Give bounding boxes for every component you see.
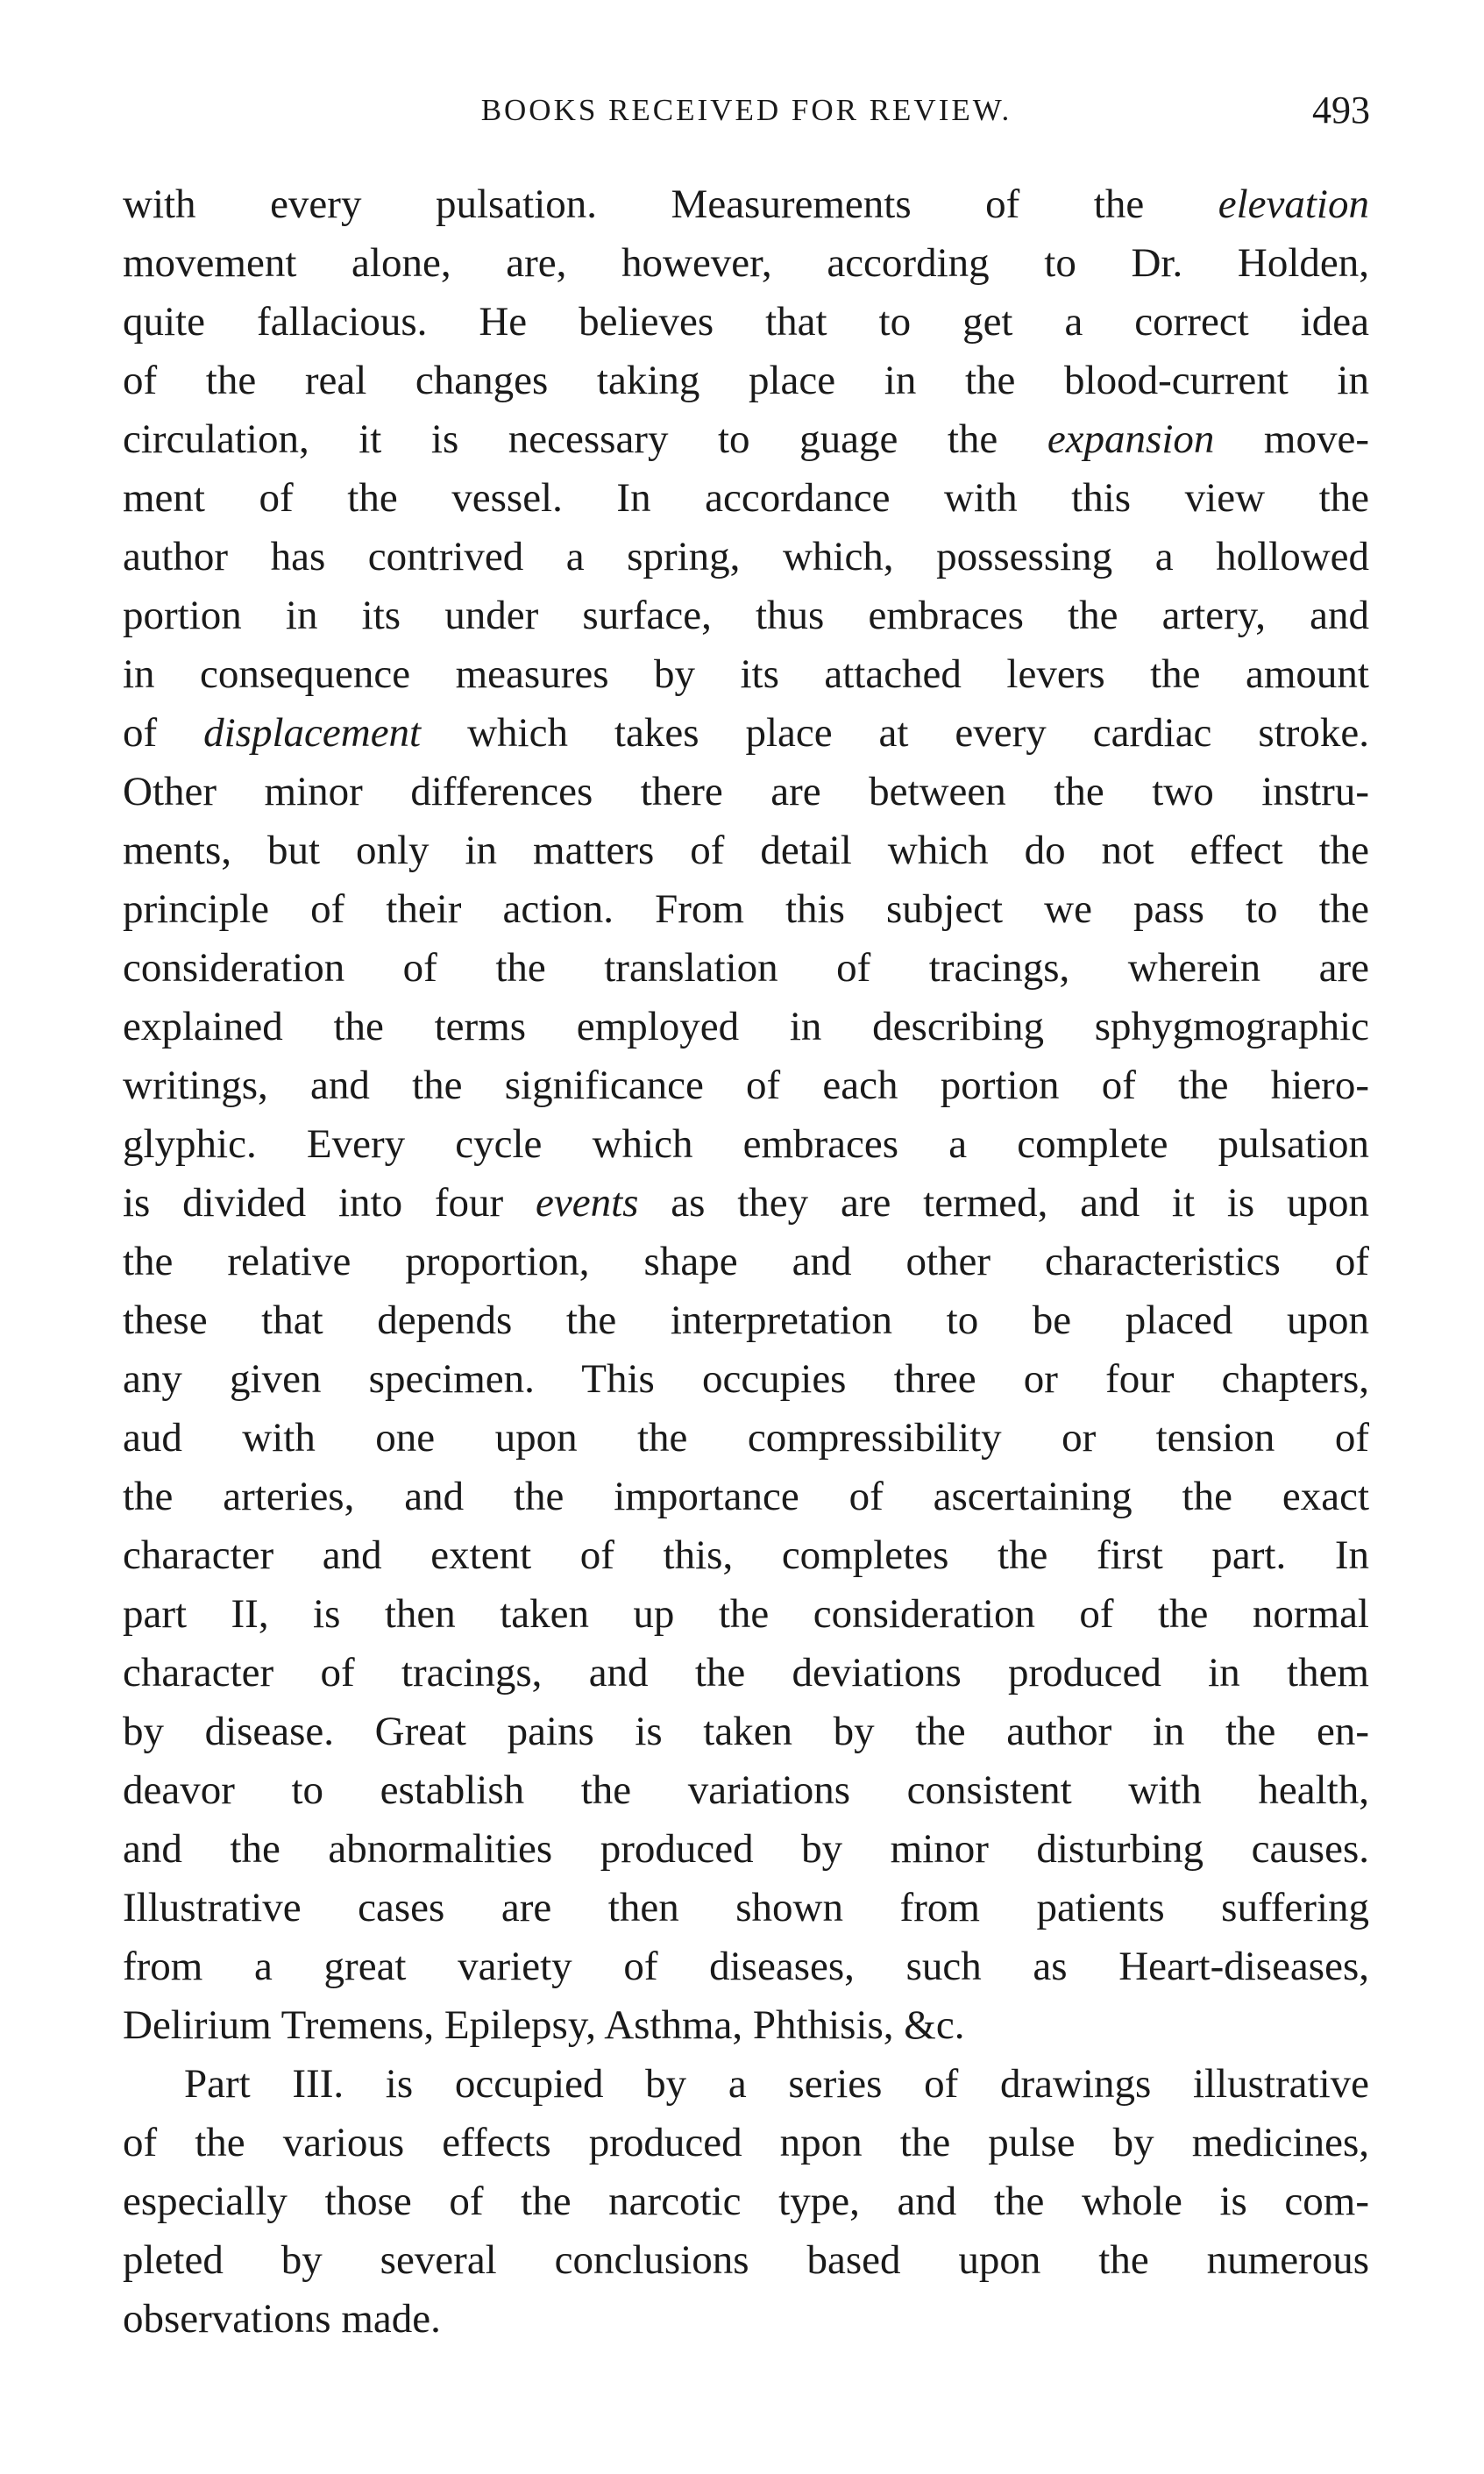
text-run: explained the terms employed in describing sphygmographic [123,1004,1369,1049]
running-head [123,84,1370,137]
text-run: which takes place at every cardiac stroke. [421,710,1369,756]
text-run: glyphic. Every cycle which embraces a complete pulsation [123,1121,1369,1167]
italic-phrase: displacement [203,710,422,756]
text-line [123,528,1369,587]
text-line [123,234,1369,293]
text-line [123,2114,1369,2172]
text-run: Part III. is occupied by a series of drawings illustrative [184,2061,1369,2107]
text-line [123,410,1369,469]
text-run: the relative proportion, shape and other characteristics of [123,1239,1369,1284]
text-line [123,352,1369,410]
text-line [123,1115,1369,1174]
text-run: with every pulsation. Measurements of the [123,181,1218,227]
text-run: of the real changes taking place in the blood-current in [123,358,1369,403]
text-run: character of tracings, and the deviations produced in them [123,1650,1369,1696]
text-run: circulation, it is necessary to guage the [123,416,1047,462]
text-line [123,2172,1369,2231]
text-line [123,1761,1369,1820]
text-run: Delirium Tremens, Epilepsy, Asthma, Phthisis, &c. [123,2002,965,2048]
text-line [123,1820,1369,1879]
text-line [123,1526,1369,1585]
text-line [123,175,1369,234]
text-run: pleted by several conclusions based upon the numerous [123,2237,1369,2283]
text-line [123,1644,1369,1703]
text-run: writings, and the significance of each portion of the hiero- [123,1063,1369,1108]
text-run: ments, but only in matters of detail which do not effect the [123,828,1369,873]
text-line [123,587,1369,645]
text-line [123,704,1369,763]
text-run: observations made. [123,2296,441,2342]
text-run: move- [1214,416,1369,462]
text-line [123,1996,1369,2055]
text-run: movement alone, are, however, according to Dr. Holden, [123,240,1369,286]
text-run: as they are termed, and it is upon [638,1180,1369,1226]
text-line [123,2290,1369,2349]
paragraph [123,175,1369,2055]
text-run: in consequence measures by its attached levers the amount [123,651,1369,697]
text-run: aud with one upon the compressibility or tension of [123,1415,1369,1461]
text-line [123,763,1369,821]
text-run: consideration of the translation of tracings, wherein are [123,945,1369,991]
text-line [123,939,1369,998]
text-line [123,469,1369,528]
text-line [123,1056,1369,1115]
text-line [123,1585,1369,1644]
text-run: is divided into four [123,1180,536,1226]
text-line [123,1174,1369,1233]
text-line [123,1233,1369,1291]
paragraph [123,2055,1369,2349]
text-line [123,293,1369,352]
text-run: part II, is then taken up the consideration of the normal [123,1591,1369,1637]
text-line [123,998,1369,1056]
text-line [123,1291,1369,1350]
text-line [123,1879,1369,1937]
running-title: BOOKS RECEIVED FOR REVIEW. [480,93,1012,127]
italic-phrase: elevation [1218,181,1369,227]
text-run: these that depends the interpretation to be placed upon [123,1297,1369,1343]
text-run: the arteries, and the importance of ascertaining the exact [123,1474,1369,1519]
text-run: from a great variety of diseases, such as Heart-diseases, [123,1944,1369,1989]
text-run: Illustrative cases are then shown from patients suffering [123,1885,1369,1930]
text-line [123,1350,1369,1409]
text-run: ment of the vessel. In accordance with this view the [123,475,1369,521]
text-run: especially those of the narcotic type, and the whole is com- [123,2179,1369,2224]
text-run: of the various effects produced npon the pulse by medicines, [123,2120,1369,2165]
text-run: character and extent of this, completes the first part. In [123,1532,1369,1578]
italic-phrase: events [536,1180,639,1226]
text-run: Other minor differences there are between the two instru- [123,769,1369,814]
text-line [123,1468,1369,1526]
text-run: any given specimen. This occupies three or four chapters, [123,1356,1369,1402]
text-line [123,645,1369,704]
page-number: 493 [1312,89,1370,132]
text-line [123,821,1369,880]
text-run: deavor to establish the variations consistent with health, [123,1767,1369,1813]
text-line [123,2055,1369,2114]
text-run: principle of their action. From this subject we pass to the [123,886,1369,932]
text-line [123,880,1369,939]
italic-phrase: expansion [1047,416,1215,462]
text-run: and the abnormalities produced by minor disturbing causes. [123,1826,1369,1872]
text-run: portion in its under surface, thus embraces the artery, and [123,593,1369,638]
text-run: by disease. Great pains is taken by the author in the en- [123,1709,1369,1754]
text-line [123,1703,1369,1761]
text-run: author has contrived a spring, which, possessing a hollowed [123,534,1369,579]
text-run: of [123,710,204,756]
body-text [123,175,1369,2349]
text-run: quite fallacious. He believes that to get a correct idea [123,299,1369,345]
text-line [123,2231,1369,2290]
text-line [123,1937,1369,1996]
text-line [123,1409,1369,1468]
